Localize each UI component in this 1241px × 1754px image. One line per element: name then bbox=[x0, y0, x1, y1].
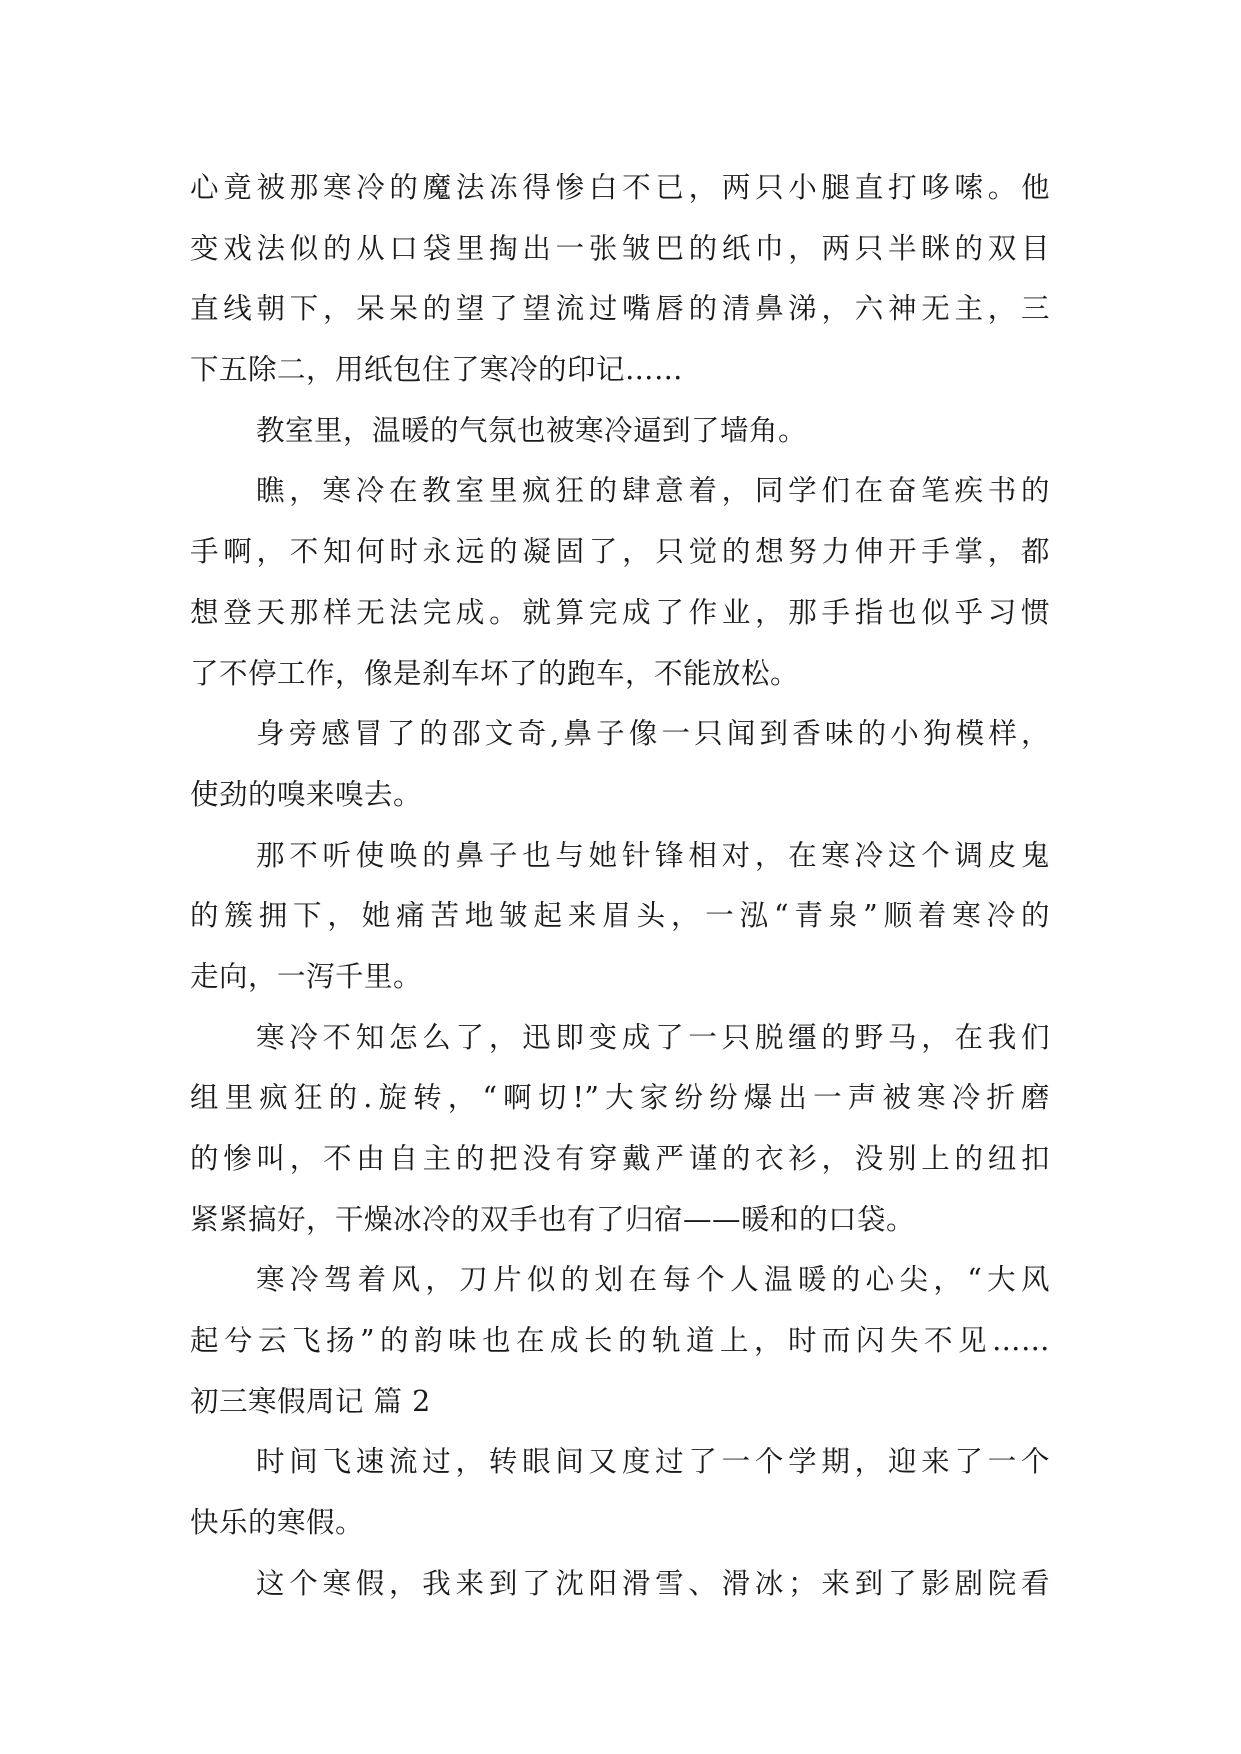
text-line: 起兮云飞扬”的韵味也在成长的轨道上，时而闪失不见…… bbox=[190, 1324, 1050, 1358]
text-line: 想登天那样无法完成。就算完成了作业，那手指也似乎习惯 bbox=[190, 595, 1050, 629]
text-line: 瞧，寒冷在教室里疯狂的肆意着，同学们在奋笔疾书的 bbox=[256, 474, 1050, 508]
text-line: 教室里，温暖的气氛也被寒冷逼到了墙角。 bbox=[256, 413, 808, 447]
text-line: 寒冷驾着风，刀片似的划在每个人温暖的心尖，“大风 bbox=[256, 1263, 1050, 1297]
text-line: 的簇拥下，她痛苦地皱起来眉头，一泓“青泉”顺着寒冷的 bbox=[190, 899, 1050, 933]
text-line: 组里疯狂的.旋转，“啊切!”大家纷纷爆出一声被寒冷折磨 bbox=[190, 1081, 1050, 1115]
text-line: 了不停工作，像是刹车坏了的跑车，不能放松。 bbox=[190, 656, 800, 690]
text-line: 时间飞速流过，转眼间又度过了一个学期，迎来了一个 bbox=[256, 1445, 1050, 1479]
text-line: 变戏法似的从口袋里掏出一张皱巴的纸巾，两只半眯的双目 bbox=[190, 231, 1050, 265]
text-line: 这个寒假，我来到了沈阳滑雪、滑冰；来到了影剧院看 bbox=[256, 1566, 1050, 1600]
text-line: 心竟被那寒冷的魔法冻得惨白不已，两只小腿直打哆嗦。他 bbox=[190, 171, 1050, 204]
text-line: 的惨叫，不由自主的把没有穿戴严谨的衣衫，没别上的纽扣 bbox=[190, 1142, 1050, 1175]
text-line: 下五除二，用纸包住了寒冷的印记…… bbox=[190, 353, 684, 387]
text-line: 手啊，不知何时永远的凝固了，只觉的想努力伸开手掌，都 bbox=[190, 535, 1050, 569]
body-text bbox=[190, 158, 1050, 1615]
text-line: 使劲的嗅来嗅去。 bbox=[190, 777, 423, 811]
text-line: 寒冷不知怎么了，迅即变成了一只脱缰的野马，在我们 bbox=[256, 1020, 1050, 1054]
text-line: 快乐的寒假。 bbox=[190, 1506, 365, 1540]
section-heading: 初三寒假周记 篇 2 bbox=[190, 1384, 431, 1418]
text-line: 直线朝下，呆呆的望了望流过嘴唇的清鼻涕，六神无主，三 bbox=[190, 292, 1050, 326]
text-line: 那不听使唤的鼻子也与她针锋相对，在寒冷这个调皮鬼 bbox=[256, 838, 1050, 872]
text-line: 身旁感冒了的邵文奇,鼻子像一只闻到香味的小狗模样， bbox=[256, 717, 1050, 751]
text-line: 紧紧搞好，干燥冰冷的双手也有了归宿——暖和的口袋。 bbox=[190, 1202, 916, 1236]
text-line: 走向，一泻千里。 bbox=[190, 959, 423, 993]
